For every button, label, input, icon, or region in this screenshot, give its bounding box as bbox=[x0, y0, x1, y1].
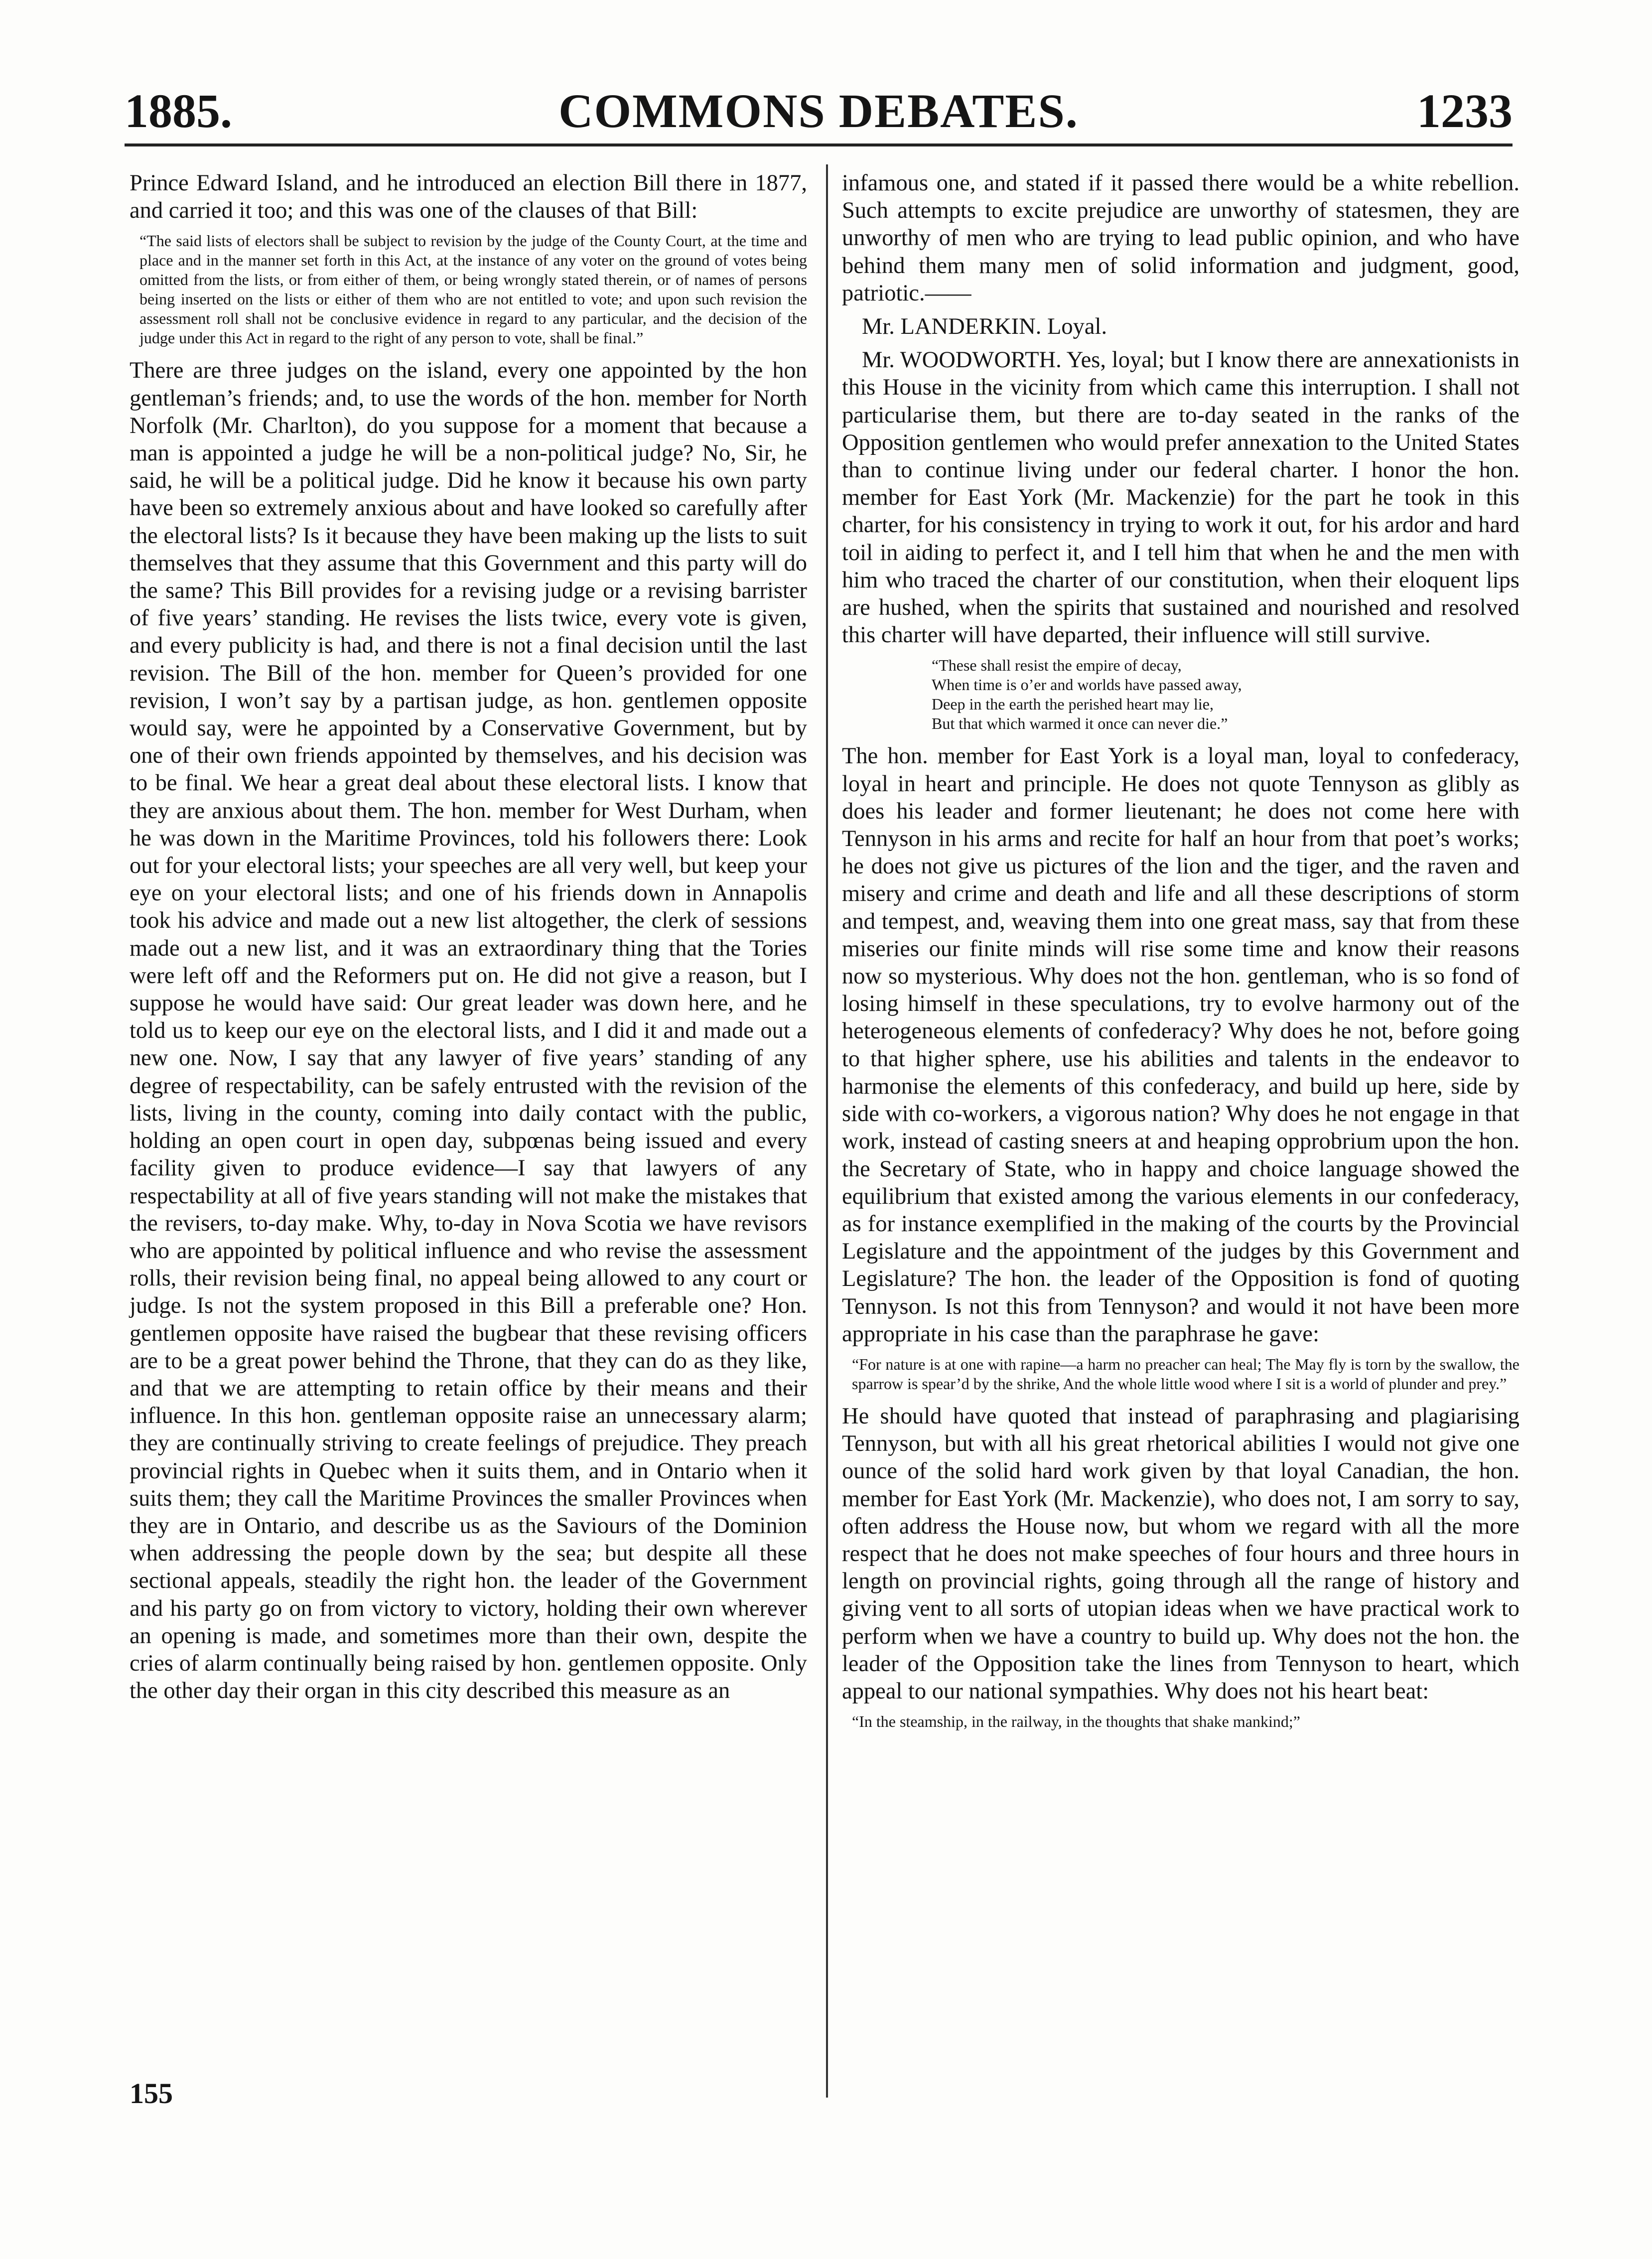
poem-line: Deep in the earth the perished heart may lie, bbox=[932, 695, 1214, 713]
right-paragraph-4: The hon. member for East York is a loyal man, loyal to confederacy, loyal in heart and principle. He does not quote Tennyson as glibly as does his leader and former lieutenant; he does not come here with Tennyson in his arms and recite for half an hour from that poet’s works; he does not give us pictures of the lion and the tiger, and the raven and misery and crime and death and life and all these descriptions of storm and tempest, and, weaving them into one great mass, say that from these miseries our finite minds will rise some time and know their reasons now so mysterious. Why does not the hon. gentleman, who is so fond of losing himself in these speculations, try to evolve harmony out of the heterogeneous elements of confederacy? Why does he not, before going to that higher sphere, use his abilities and talents in the endeavor to harmonise the elements of this confederacy, and build up here, side by side with co-workers, a vigorous nation? Why does he not engage in that work, instead of casting sneers at and heaping opprobrium upon the hon. the Secretary of State, who in happy and choice language showed the equilibrium that existed among the various elements in our confederacy, as for instance exemplified in the making of the courts by the Provincial Legislature and the appointment of the judges by this Government and Legislature? The hon. the leader of the Opposition is fond of quoting Tennyson. Is not this from Tennyson? and would it not have been more appropriate in his case than the paraphrase he gave: bbox=[842, 743, 1519, 1347]
poem-quote-2: “For nature is at one with rapine—a harm no preacher can heal; The May fly is torn by the swallow, the sparrow is spear’d by the shrike, And the whole little wood where I sit is a world of plunder and prey.” bbox=[852, 1355, 1519, 1393]
poem-line: But that which warmed it once can never die.” bbox=[932, 714, 1228, 733]
right-paragraph-3: Mr. WOODWORTH. Yes, loyal; but I know there are annexationists in this House in the vicinity from which came this interruption. I shall not particularise them, but there are to-day seated in the ranks of the Opposition gentlemen who would prefer annexation to the United States than to continue living under our federal charter. I honor the hon. member for East York (Mr. Mackenzie) for the part he took in this charter, for his consistency in trying to work it out, for his ardor and hard toil in aiding to perfect it, and I tell him that when he and the men with him who traced the charter of our constitution, when their eloquent lips are hushed, when the spirits that sustained and nourished and resolved this charter will have departed, their influence will still survive. bbox=[842, 347, 1519, 648]
signature-mark: 155 bbox=[130, 2077, 173, 2110]
page-header bbox=[125, 84, 1513, 146]
bill-clause-quote: “The said lists of electors shall be subject to revision by the judge of the County Court, at the time and place and in the manner set forth in this Act, at the instance of any voter on the ground of votes being omitted from the lists, or from either of them, or being wrongly stated therein, or of names of persons being inserted on the lists or either of them who are not entitled to vote; and upon such revision the assessment roll shall not be conclusive evidence in regard to any particular, and the decision of the judge under this Act in regard to the right of any person to vote, shall be final.” bbox=[139, 232, 807, 347]
left-paragraph-1: Prince Edward Island, and he introduced an election Bill there in 1877, and carried it too; and this was one of the clauses of that Bill: bbox=[130, 170, 807, 224]
header-title: COMMONS DEBATES. bbox=[558, 84, 1079, 138]
right-paragraph-1: infamous one, and stated if it passed there would be a white rebellion. Such attempts to excite prejudice are unworthy of statesmen, they are unworthy of men who are trying to lead public opinion, and who have behind them many men of solid information and judgment, good, patriotic.—— bbox=[842, 170, 1519, 306]
poem-line: When time is o’er and worlds have passed away, bbox=[932, 676, 1242, 694]
header-page-number: 1233 bbox=[1417, 84, 1513, 138]
poem-quote-3: “In the steamship, in the railway, in the thoughts that shake mankind;” bbox=[852, 1712, 1300, 1731]
right-paragraph-5: He should have quoted that instead of paraphrasing and plagiarising Tennyson, but with all his great rhetorical abilities I would not give one ounce of the solid hard work given by that loyal Canadian, the hon. member for East York (Mr. Mackenzie), who does not, I am sorry to say, often address the House now, but whom we regard with all the more respect that he does not make speeches of four hours and three hours in length on provincial rights, going through all the range of history and giving vent to all sorts of utopian ideas when we have practical work to perform when we have a country to build up. Why does not the hon. the leader of the Opposition take the lines from Tennyson to heart, which appeal to our national sympathies. Why does not his heart beat: bbox=[842, 1403, 1519, 1704]
poem-line: “These shall resist the empire of decay, bbox=[932, 656, 1182, 675]
left-paragraph-2: There are three judges on the island, every one appointed by the hon gentleman’s friends; and, to use the words of the hon. member for North Norfolk (Mr. Charlton), do you suppose for a moment that because a man is appointed a judge he will be a non-political judge? No, Sir, he said, he will be a political judge. Did he know it because his own party have been so extremely anxious about and have looked so carefully after the electoral lists? Is it because they have been making up the lists to suit themselves that they assume that this Government and this party will do the same? This Bill provides for a revising judge or a revising barrister of five years’ standing. He revises the lists twice, every vote is given, and every publicity is had, and there is not a final decision until the last revision. The Bill of the hon. member for Queen’s provided for one revision, I won’t say by a partisan judge, as hon. gentlemen opposite would say, were he appointed by a Conservative Government, but by one of their own friends appointed by themselves, and his decision was to be final. We hear a great deal about these electoral lists. I know that they are anxious about them. The hon. member for West Durham, when he was down in the Maritime Provinces, told his followers there: Look out for your electoral lists; your speeches are all very well, but keep your eye on your electoral lists; and one of his friends down in Annapolis took his advice and made out a new list altogether, the clerk of sessions made out a new list, and it was an extraordinary thing that the Tories were left off and the Reformers put on. He did not give a reason, but I suppose he would have said: Our great leader was down here, and he told us to keep our eye on the electoral lists, and I did it and made out a new one. Now, I say that any lawyer of five years’ standing of any degree of respectability, can be safely entrusted with the revision of the lists, living in the county, coming into daily contact with the public, holding an open court in open day, subpœnas being issued and every facility given to produce evidence—I say that lawyers of any respectability at all of five years standing will not make the mistakes that the revisers, to-day make. Why, to-day in Nova Scotia we have revisors who are appointed by political influence and who revise the assessment rolls, their revision being final, no appeal being allowed to any court or judge. Is not the system proposed in this Bill a preferable one? Hon. gentlemen opposite have raised the bugbear that these revising officers are to be a great power behind the Throne, that they can do as they like, and that we are attempting to retain office by their means and their influence. In this hon. gentleman opposite raise an unnecessary alarm; they are continually striving to create feelings of prejudice. They preach provincial rights in Quebec when it suits them, and in Ontario when it suits them; they call the Maritime Provinces the smaller Provinces when they are in Ontario, and describe us as the Saviours of the Dominion when addressing the people down by the sea; but despite all these sectional appeals, steadily the right hon. the leader of the Government and his party go on from victory to victory, holding their own wherever an opening is made, and sometimes more than their own, despite the cries of alarm continually being raised by hon. gentlemen opposite. Only the other day their organ in this city described this measure as an bbox=[130, 358, 807, 1704]
poem-quote-1 bbox=[932, 656, 1519, 733]
right-paragraph-2: Mr. LANDERKIN. Loyal. bbox=[862, 314, 1107, 340]
left-column bbox=[130, 169, 807, 1710]
right-column bbox=[842, 169, 1519, 1740]
column-divider bbox=[826, 164, 828, 2098]
header-year: 1885. bbox=[125, 84, 232, 138]
